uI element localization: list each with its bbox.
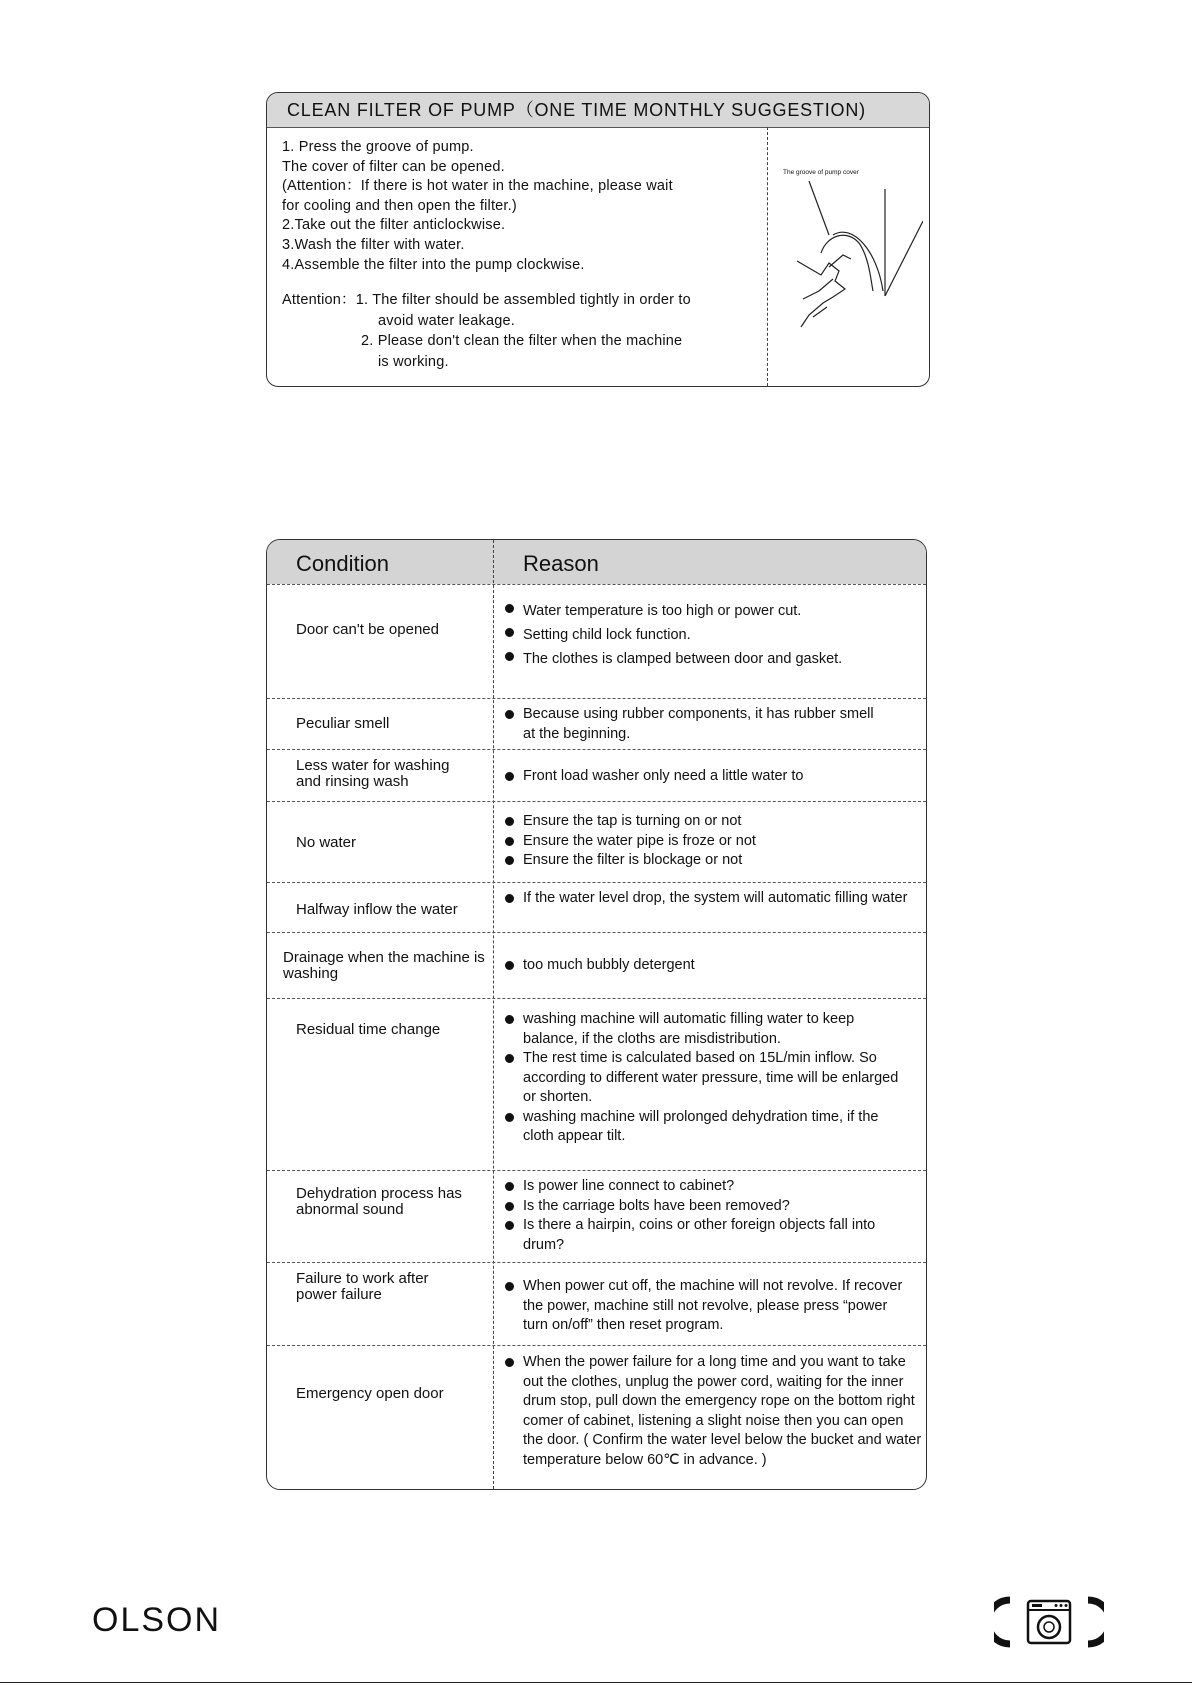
- column-divider: [767, 127, 768, 386]
- row-divider: [267, 801, 926, 802]
- reason-cell: [505, 599, 925, 671]
- filter-steps: [282, 138, 742, 275]
- reason-item: If the water level drop, the system will automatic filling water: [505, 889, 923, 909]
- reason-item: washing machine will prolonged dehydration time, if the cloth appear tilt.: [505, 1108, 898, 1147]
- row-divider: [267, 1170, 926, 1171]
- reason-cell: [505, 1277, 925, 1336]
- illustration-caption: The groove of pump cover: [783, 169, 859, 176]
- filter-step: for cooling and then open the filter.): [282, 197, 517, 214]
- reason-item: Setting child lock function.: [505, 623, 925, 647]
- condition-cell: Drainage when the machine is washing: [283, 949, 485, 982]
- condition-cell: Door can't be opened: [296, 621, 439, 638]
- condition-cell: Halfway inflow the water: [296, 901, 458, 918]
- attention-line: 2. Please don't clean the filter when the machine: [361, 333, 683, 349]
- row-divider: [267, 584, 926, 585]
- reason-item: Ensure the filter is blockage or not: [505, 851, 925, 871]
- row-divider: [267, 998, 926, 999]
- condition-cell: Emergency open door: [296, 1385, 444, 1402]
- condition-cell: Dehydration process has abnormal sound: [296, 1185, 462, 1218]
- filter-step: 1. Press the groove of pump.: [282, 139, 474, 155]
- filter-step: 2.Take out the filter anticlockwise.: [282, 217, 506, 234]
- attention-line: avoid water leakage.: [378, 312, 515, 329]
- reason-item: washing machine will automatic filling water to keep balance, if the cloths are misdistribution.: [505, 1010, 903, 1049]
- column-divider: [493, 540, 494, 1489]
- condition-cell: Less water for washing and rinsing wash: [296, 757, 450, 790]
- pump-cover-illustration: [773, 131, 923, 381]
- filter-attention: [282, 290, 752, 372]
- washing-machine-icon: [994, 1596, 1104, 1648]
- row-divider: [267, 1262, 926, 1263]
- attention-line: is working.: [378, 353, 449, 370]
- reason-cell: [505, 956, 925, 976]
- row-divider: [267, 932, 926, 933]
- condition-cell: Residual time change: [296, 1021, 441, 1038]
- brand-logo: OLSON: [92, 1601, 222, 1639]
- reason-item: When power cut off, the machine will not revolve. If recover the power, machine still not revolve, please press “power turn on/off” then reset program.: [505, 1277, 903, 1336]
- filter-title: CLEAN FILTER OF PUMP（ONE TIME MONTHLY SUGGESTION): [267, 93, 929, 128]
- reason-cell: [505, 812, 925, 871]
- reason-cell: [505, 1010, 925, 1147]
- reason-item: Because using rubber components, it has rubber smell at the beginning.: [505, 705, 883, 744]
- header-reason: Reason: [523, 551, 599, 576]
- reason-item: Ensure the water pipe is froze or not: [505, 832, 925, 852]
- reason-item: Is the carriage bolts have been removed?: [505, 1197, 925, 1217]
- reason-item: When the power failure for a long time and you want to take out the clothes, unplug the power cord, waiting for the inner drum stop, pull down the emergency rope on the bottom right comer of cabinet, listening a slight noise then you can open the door. ( Confirm the water level below the bucket and water temperature below 60℃ in advance. ): [505, 1353, 925, 1470]
- reason-cell: [505, 889, 925, 909]
- attention-line: Attention：1. The filter should be assembled tightly in order to: [282, 292, 691, 308]
- reason-item: The rest time is calculated based on 15L/min inflow. So according to different water pressure, time will be enlarged or shorten.: [505, 1049, 908, 1108]
- reason-item: Ensure the tap is turning on or not: [505, 812, 925, 832]
- reason-item: Front load washer only need a little water to: [505, 767, 925, 787]
- condition-cell: Failure to work after power failure: [296, 1270, 429, 1303]
- filter-step: 4.Assemble the filter into the pump clockwise.: [282, 256, 585, 273]
- reason-item: Is power line connect to cabinet?: [505, 1177, 925, 1197]
- header-condition: Condition: [296, 551, 389, 576]
- troubleshooting-table: [266, 539, 927, 1490]
- reason-cell: [505, 705, 925, 744]
- reason-cell: [505, 1177, 925, 1255]
- row-divider: [267, 749, 926, 750]
- condition-cell: No water: [296, 834, 357, 851]
- reason-item: Is there a hairpin, coins or other foreign objects fall into drum?: [505, 1216, 893, 1255]
- reason-cell: [505, 767, 925, 787]
- row-divider: [267, 698, 926, 699]
- table-header: [267, 540, 926, 584]
- reason-item: The clothes is clamped between door and gasket.: [505, 647, 925, 671]
- filter-cleaning-box: [266, 92, 930, 387]
- reason-item: Water temperature is too high or power cut.: [505, 599, 925, 623]
- reason-cell: [505, 1353, 925, 1470]
- row-divider: [267, 1345, 926, 1346]
- row-divider: [267, 882, 926, 883]
- reason-item: too much bubbly detergent: [505, 956, 925, 976]
- footer-rule: [0, 1682, 1192, 1683]
- condition-cell: Peculiar smell: [296, 715, 390, 732]
- filter-step: (Attention：If there is hot water in the machine, please wait: [282, 178, 673, 195]
- filter-step: The cover of filter can be opened.: [282, 158, 505, 175]
- filter-step: 3.Wash the filter with water.: [282, 236, 465, 253]
